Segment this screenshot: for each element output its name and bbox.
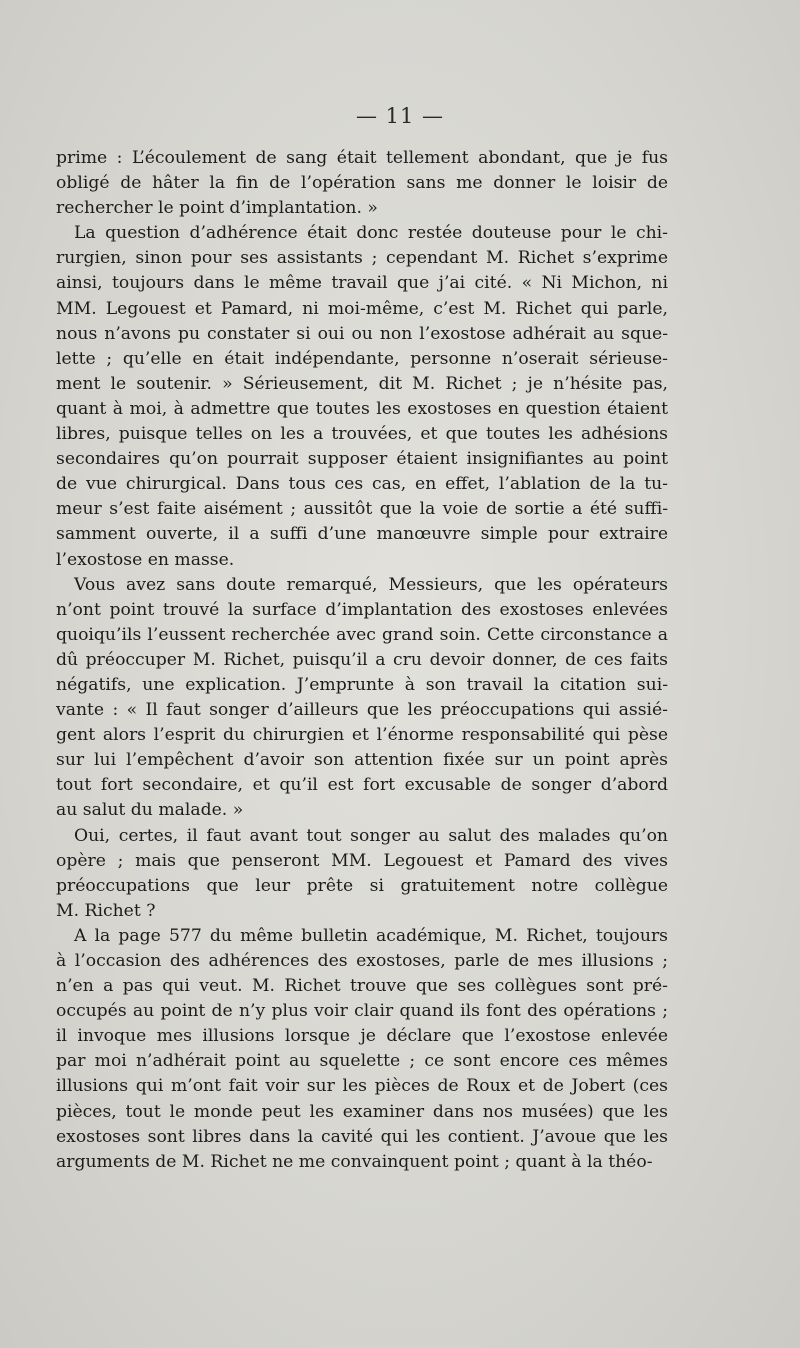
text-line: n’ont point trouvé la surface d’implantation des exostoses enlevées: [56, 599, 668, 620]
text-line: gent alors l’esprit du chirurgien et l’énorme responsabilité qui pèse: [56, 725, 668, 746]
text-line: illusions qui m’ont fait voir sur les pièces de Roux et de Jobert (ces: [56, 1076, 668, 1097]
paragraph: [56, 824, 668, 924]
text-line: de vue chirurgical. Dans tous ces cas, en effet, l’ablation de la tu-: [56, 474, 668, 495]
text-line: rechercher le point d’implantation. »: [56, 198, 378, 219]
text-line: libres, puisque telles on les a trouvées, et que toutes les adhésions: [56, 424, 668, 445]
text-line: Oui, certes, il faut avant tout songer au salut des malades qu’on: [74, 825, 668, 846]
text-line: prime : L’écoulement de sang était tellement abondant, que je fus: [56, 148, 668, 168]
text-line: à l’occasion des adhérences des exostoses, parle de mes illusions ;: [56, 951, 668, 971]
paragraph: [56, 924, 668, 1175]
text-line: l’exostose en masse.: [56, 549, 235, 570]
text-line: meur s’est faite aisément ; aussitôt que la voie de sortie a été suffi-: [56, 499, 668, 520]
text-line: pièces, tout le monde peut les examiner dans nos musées) que les: [56, 1101, 668, 1122]
text-line: samment ouverte, il a suffi d’une manœuvre simple pour extraire: [56, 524, 668, 545]
text-line: La question d’adhérence était donc restée douteuse pour le chi-: [74, 223, 668, 244]
text-line: MM. Legouest et Pamard, ni moi-même, c’est M. Richet qui parle,: [56, 298, 668, 319]
paragraph: [56, 146, 668, 221]
text-line: tout fort secondaire, et qu’il est fort excusable de songer d’abord: [56, 775, 668, 796]
text-line: préoccupations que leur prête si gratuitement notre collègue: [56, 875, 668, 896]
body-text: [56, 146, 668, 1175]
text-line: quant à moi, à admettre que toutes les exostoses en question étaient: [56, 398, 668, 419]
text-line: rurgien, sinon pour ses assistants ; cependant M. Richet s’exprime: [56, 248, 668, 269]
text-line: il invoque mes illusions lorsque je déclare que l’exostose enlevée: [56, 1026, 668, 1047]
text-line: arguments de M. Richet ne me convainquent point ; quant à la théo-: [56, 1151, 653, 1172]
text-line: occupés au point de n’y plus voir clair quand ils font des opérations ;: [56, 1001, 668, 1022]
text-line: secondaires qu’on pourrait supposer étaient insignifiantes au point: [56, 449, 668, 470]
paragraph: [56, 573, 668, 824]
text-line: A la page 577 du même bulletin académique, M. Richet, toujours: [74, 925, 668, 946]
text-line: par moi n’adhérait point au squelette ; ce sont encore ces mêmes: [56, 1051, 668, 1072]
text-line: obligé de hâter la fin de l’opération sans me donner le loisir de: [56, 173, 668, 194]
text-line: opère ; mais que penseront MM. Legouest et Pamard des vives: [56, 850, 668, 871]
text-line: M. Richet ?: [56, 900, 156, 921]
text-line: vante : « Il faut songer d’ailleurs que les préoccupations qui assié-: [56, 700, 668, 721]
text-line: ainsi, toujours dans le même travail que j’ai cité. « Ni Michon, ni: [56, 273, 668, 294]
text-line: n’en a pas qui veut. M. Richet trouve que ses collègues sont pré-: [56, 976, 668, 997]
text-line: lette ; qu’elle en était indépendante, personne n’oserait sérieuse-: [56, 348, 668, 369]
text-line: au salut du malade. »: [56, 800, 244, 821]
page-number: — 11 —: [355, 104, 445, 128]
text-line: nous n’avons pu constater si oui ou non l’exostose adhérait au sque-: [56, 323, 668, 344]
paragraph: [56, 221, 668, 572]
text-line: négatifs, une explication. J’emprunte à son travail la citation sui-: [56, 674, 668, 695]
text-line: exostoses sont libres dans la cavité qui les contient. J’avoue que les: [56, 1126, 668, 1147]
text-line: sur lui l’empêchent d’avoir son attention fixée sur un point après: [56, 750, 668, 771]
text-line: ment le soutenir. » Sérieusement, dit M. Richet ; je n’hésite pas,: [56, 373, 668, 394]
text-line: dû préoccuper M. Richet, puisqu’il a cru devoir donner, de ces faits: [56, 649, 668, 670]
text-line: Vous avez sans doute remarqué, Messieurs, que les opérateurs: [74, 574, 668, 595]
text-line: quoiqu’ils l’eussent recherchée avec grand soin. Cette circonstance a: [56, 624, 668, 645]
